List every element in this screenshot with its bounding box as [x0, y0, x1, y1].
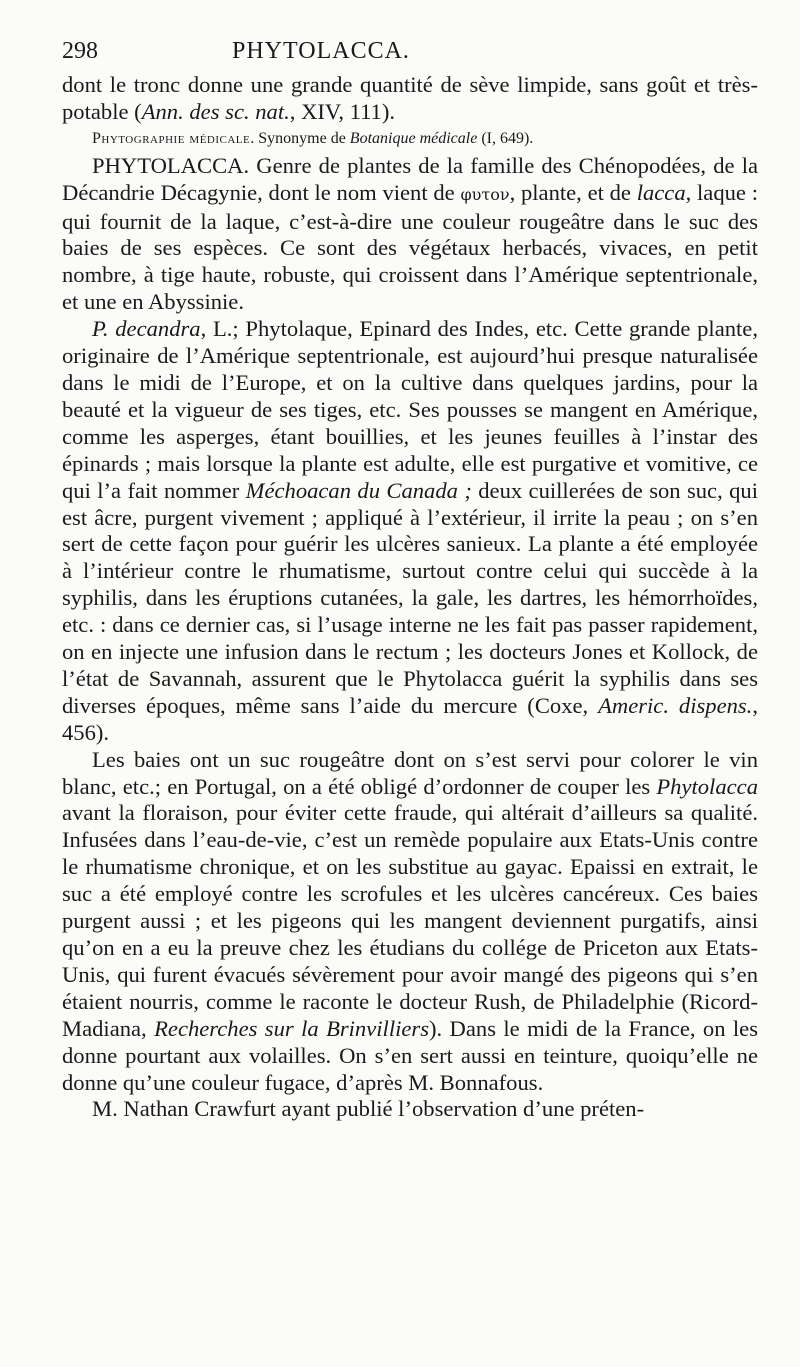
cross-reference-italic: Botanique médicale	[349, 129, 478, 147]
cross-reference-entry: Phytographie médicale. Synonyme de Botanique médicale (I, 649).	[92, 129, 534, 147]
paragraph-continuation: dont le tronc donne une grande quantité de sève limpide, sans goût et très-potable (Ann. des sc. nat., XIV, 111).	[62, 72, 758, 124]
running-title: PHYTOLACCA.	[232, 38, 410, 64]
crawfurt-paragraph: M. Nathan Crawfurt ayant publié l’observation d’une préten-	[92, 1096, 645, 1122]
decandra-paragraph: P. decandra, L.; Phytolaque, Epinard des Indes, etc. Cette grande plante, originaire de l’Amérique septentrionale, est aujourd’hui presque naturalisée dans le midi de l’Europe, et on la cultive dans quelques jardins, pour la beauté et la vigueur de ses tiges, etc. Ses pousses se mangent en Amérique, comme les asperges, étant bouillies, et les jeunes feuilles à l’instar des épinards ; mais lorsque la plante est adulte, elle est purgative et vomitive, ce qui l’a fait nommer Méchoacan du Canada ; deux cuillerées de son suc, qui est âcre, purgent vivement ; appliqué à l’extérieur, il irrite la peau ; on s’en sert de cette façon pour guérir les ulcères sanieux. La plante a été employée à l’intérieur contre le rhumatisme, surtout contre celui qui succède à la syphilis, dans les éruptions cutanées, la gale, les dartres, les hémorrhoïdes, etc. : dans ce dernier cas, si l’usage interne ne les fait pas passer rapidement, on en injecte une infusion dans le rectum ; les docteurs Jones et Kollock, de l’état de Savannah, assurent que le Phytolacca guérit la syphilis dans ses diverses époques, même sans l’aide du mercure (Coxe, Americ. dispens., 456).	[62, 316, 758, 745]
berries-paragraph: Les baies ont un suc rougeâtre dont on s’est servi pour colorer le vin blanc, etc.; en Portugal, on a été obligé d’ordonner de couper les Phytolacca avant la floraison, pour éviter cette fraude, qui altérait d’ailleurs sa qualité. Infusées dans l’eau-de-vie, c’est un remède populaire aux Etats-Unis contre le rhumatisme chronique, et on les substitue au gayac. Epaissi en extrait, le suc a été employé contre les scrofules et les ulcères cancéreux. Ces baies purgent aussi ; et les pigeons qui les mangent deviennent purgatifs, ainsi qu’on en a eu la preuve chez les étudians du collége de Priceton aux Etats-Unis, qui furent évacués sévèrement pour avoir mangé des pigeons qui s’en étaient nourris, comme le raconte le docteur Rush, de Philadelphie (Ricord-Madiana, Recherches sur la Brinvilliers). Dans le midi de la France, on les donne pourtant aux volailles. On s’en sert aussi en teinture, quoiqu’elle ne donne qu’une couleur fugace, d’après M. Bonnafous.	[62, 746, 759, 1095]
page-number: 298	[62, 38, 98, 64]
greek-word: φυτον	[460, 184, 510, 204]
running-head	[62, 38, 758, 72]
body-text	[62, 72, 758, 1123]
phytolacca-entry: PHYTOLACCA. Genre de plantes de la famille des Chénopodées, de la Décandrie Décagynie, dont le nom vient de φυτον, plante, et de lacca, laque : qui fournit de la laque, c’est-à-dire une couleur rougeâtre dans le suc des baies de ses espèces. Ce sont des végétaux herbacés, vivaces, en petit nombre, à tige haute, robuste, qui croissent dans l’Amérique septentrionale, et une en Abyssinie.	[62, 152, 758, 315]
species-name: P. decandra	[92, 316, 201, 342]
entry-heading: Phytographie médicale	[92, 129, 251, 147]
citation-italic: Americ. dispens.	[598, 692, 753, 718]
citation-italic: Ann. des sc. nat.	[141, 98, 290, 124]
citation-italic: Recherches sur la Brinvilliers	[154, 1015, 429, 1041]
